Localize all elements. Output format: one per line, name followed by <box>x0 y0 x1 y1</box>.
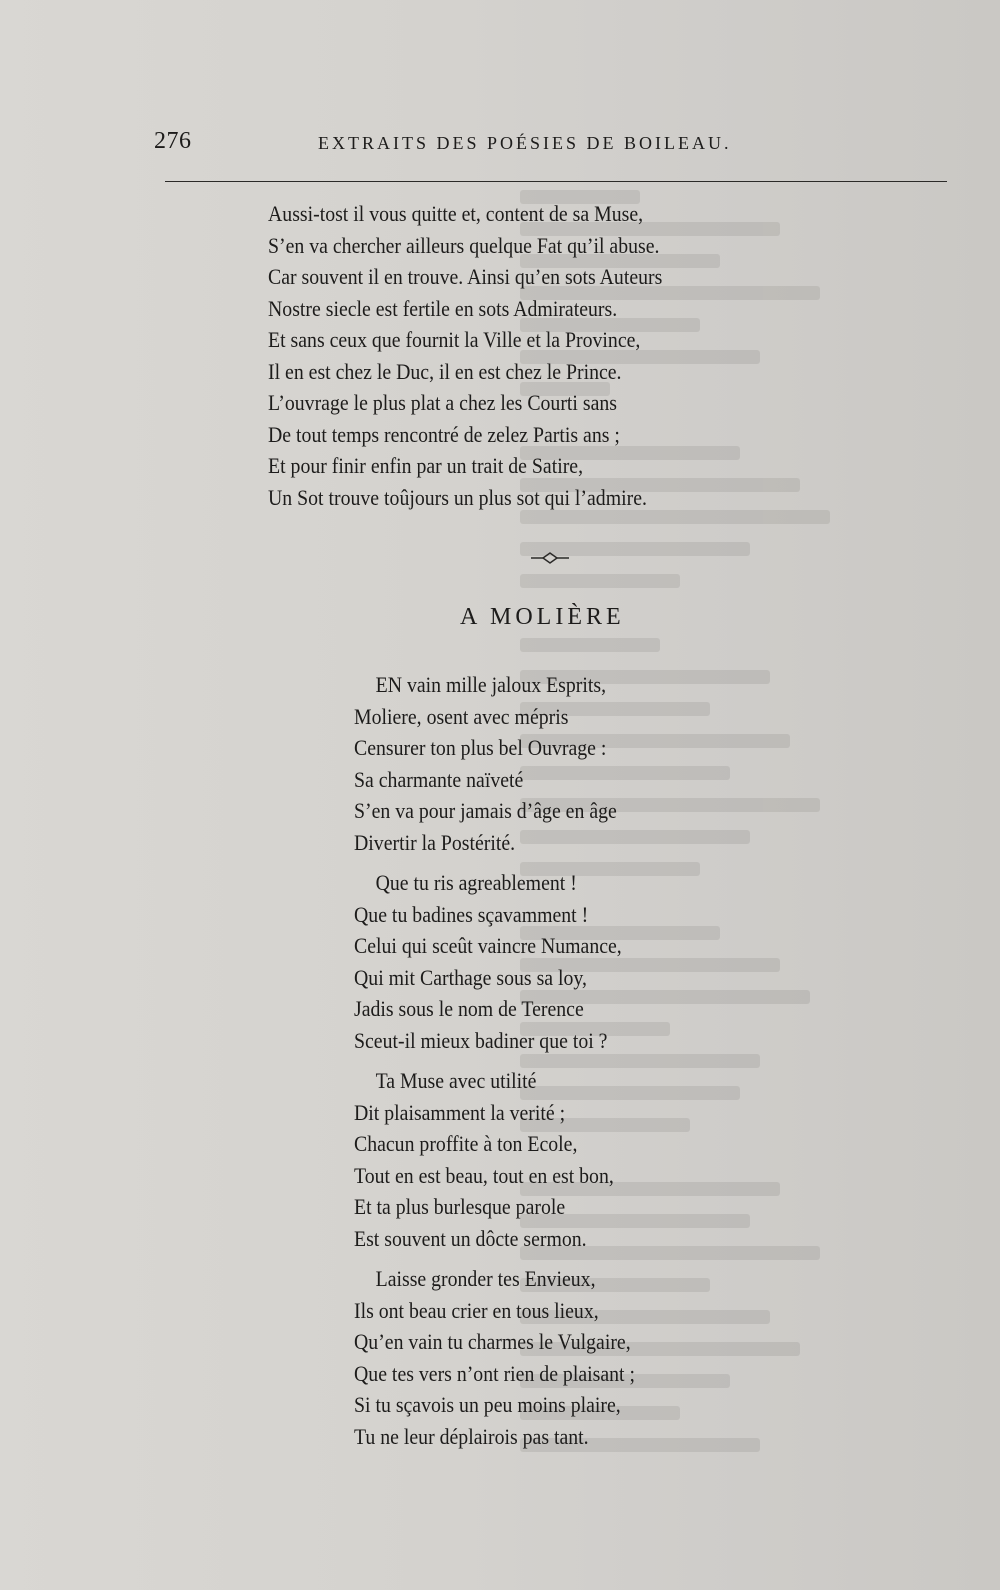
verse-line: Censurer ton plus bel Ouvrage : <box>354 735 607 760</box>
verse-line: Ils ont beau crier en tous lieux, <box>354 1297 599 1323</box>
stanza <box>354 867 666 1056</box>
verse-line: Laisse gronder tes Envieux, <box>375 1266 596 1291</box>
verse-line: Sa charmante naïveté <box>354 766 524 792</box>
verse-line: Tu ne leur déplairois pas tant. <box>354 1423 589 1449</box>
verse-line: Que tu badines sçavamment ! <box>354 901 589 927</box>
verse-line: S’en va chercher ailleurs quelque Fat qu’il abuse. <box>268 232 660 258</box>
verse-line: Que tes vers n’ont rien de plaisant ; <box>354 1360 635 1386</box>
ornament-icon <box>531 551 569 565</box>
poem-body <box>354 669 666 1461</box>
poem-title: A MOLIÈRE <box>460 604 625 630</box>
stanza <box>354 669 666 858</box>
satire-excerpt <box>268 198 706 513</box>
page-header <box>0 128 1000 158</box>
verse-line: Celui qui sceût vaincre Numance, <box>354 933 622 958</box>
page-number: 276 <box>154 128 192 154</box>
verse-line: Il en est chez le Duc, il en est chez le Prince. <box>268 358 622 384</box>
verse-line: Et ta plus burlesque parole <box>354 1194 566 1219</box>
verse-line: Aussi-tost il vous quitte et, content de sa Muse, <box>268 201 644 226</box>
verse-line: Dit plaisamment la verité ; <box>354 1099 566 1125</box>
verse-line: Jadis sous le nom de Terence <box>354 996 584 1021</box>
verse-line: Et sans ceux que fournit la Ville et la Province, <box>268 327 641 352</box>
verse-line: Tout en est beau, tout en est bon, <box>354 1162 614 1188</box>
header-rule <box>165 181 947 182</box>
running-title: EXTRAITS DES POÉSIES DE BOILEAU. <box>318 133 732 153</box>
verse-line: Qu’en vain tu charmes le Vulgaire, <box>354 1329 631 1354</box>
verse-line: EN vain mille jaloux Esprits, <box>375 672 607 697</box>
verse-line: Et pour finir enfin par un trait de Satire, <box>268 453 584 478</box>
verse-line: Nostre siecle est fertile en sots Admirateurs. <box>268 295 618 321</box>
verse-line: Si tu sçavois un peu moins plaire, <box>354 1392 621 1417</box>
verse-line: De tout temps rencontré de zelez Partis ans ; <box>268 421 620 447</box>
verse-line: Que tu ris agreablement ! <box>375 870 577 895</box>
verse-line: Chacun proffite à ton Ecole, <box>354 1131 578 1156</box>
verse-line: L’ouvrage le plus plat a chez les Courti sans <box>268 390 617 415</box>
verse-line: Divertir la Postérité. <box>354 829 516 855</box>
verse-line: S’en va pour jamais d’âge en âge <box>354 798 617 823</box>
verse-line: Un Sot trouve toûjours un plus sot qui l’admire. <box>268 484 647 510</box>
verse-line: Est souvent un dôcte sermon. <box>354 1225 587 1251</box>
show-through-line <box>520 574 680 588</box>
verse-line: Moliere, osent avec mépris <box>354 703 569 729</box>
verse-line: Sceut-il mieux badiner que toi ? <box>354 1027 608 1053</box>
verse-line: Car souvent il en trouve. Ainsi qu’en sots Auteurs <box>268 264 663 289</box>
verse-line: Ta Muse avec utilité <box>375 1068 537 1093</box>
stanza <box>354 1263 666 1452</box>
show-through-line <box>520 638 660 652</box>
verse-line: Qui mit Carthage sous sa loy, <box>354 964 588 990</box>
stanza <box>354 1065 666 1254</box>
